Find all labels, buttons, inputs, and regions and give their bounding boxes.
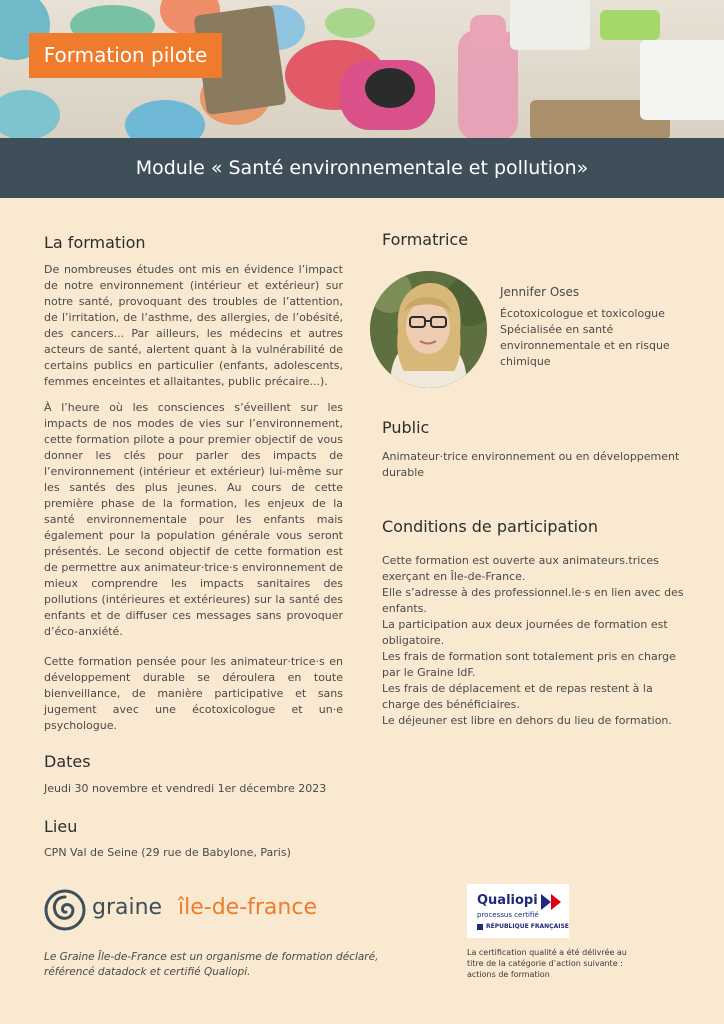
formation-paragraph-1: De nombreuses études ont mis en évidence l’impact de notre environnement (intérieur et extérieur) sur notre santé, provoquant des troubles de l’attention, de l’irritation, de l’asthme, des allergies, de l’obésité, des cancers... Par ailleurs, les médecins et autres acteurs de santé, alertent quant à la vulnérabilité de certains publics en particulier (enfants, adolescents, femmes enceintes et allaitantes, public précaire...). xyxy=(44,263,343,388)
graine-swirl-icon xyxy=(44,889,86,931)
marianne-icon xyxy=(477,924,483,930)
conditions-line-4: Les frais de formation sont totalement pris en charge par le Graine IdF. xyxy=(382,650,676,679)
conditions-heading: Conditions de participation xyxy=(382,517,598,536)
dates-heading: Dates xyxy=(44,752,91,771)
trainer-portrait xyxy=(370,271,487,388)
qualiopi-logo xyxy=(467,884,569,938)
qualiopi-arrow-red-icon xyxy=(551,894,561,910)
formation-paragraph-3: Cette formation pensée pour les animateur·trice·s en développement durable se déroulera en toute bienveillance, de manière participative et sans jugement avec une écotoxicologue et un·e psychologue. xyxy=(44,655,343,732)
conditions-line-6: Le déjeuner est libre en dehors du lieu de formation. xyxy=(382,714,672,727)
conditions-line-5: Les frais de déplacement et de repas restent à la charge des bénéficiaires. xyxy=(382,682,653,711)
qualiopi-subtitle: processus certifié xyxy=(477,911,539,919)
conditions-line-3: La participation aux deux journées de formation est obligatoire. xyxy=(382,618,668,647)
qualiopi-arrow-icon xyxy=(541,894,551,910)
qualiopi-note: La certification qualité a été délivrée au titre de la catégorie d’action suivante : actions de formation xyxy=(467,948,627,979)
public-text: Animateur·trice environnement ou en développement durable xyxy=(382,450,680,479)
formatrice-heading: Formatrice xyxy=(382,230,469,249)
public-heading: Public xyxy=(382,418,430,437)
organisme-note: Le Graine Île-de-France est un organisme de formation déclaré, référencé datadock et certifié Qualiopi. xyxy=(44,951,379,978)
conditions-line-2: Elle s’adresse à des professionnel.le·s en lien avec des enfants. xyxy=(382,586,684,615)
trainer-role-line1: Écotoxicologue et toxicologue xyxy=(500,307,665,320)
qualiopi-title: Qualiopi xyxy=(477,893,538,908)
trainer-name: Jennifer Oses xyxy=(500,285,580,299)
formation-pilote-badge: Formation pilote xyxy=(29,33,222,78)
logo-word-idf: île-de-france xyxy=(178,895,317,920)
logo-word-graine: graine xyxy=(92,895,163,920)
trainer-role-line2: Spécialisée en santé environnementale et en risque chimique xyxy=(500,323,670,368)
formation-heading: La formation xyxy=(44,233,146,252)
republique-francaise-text: RÉPUBLIQUE FRANÇAISE xyxy=(486,923,569,930)
lieu-heading: Lieu xyxy=(44,817,78,836)
lieu-text: CPN Val de Seine (29 rue de Babylone, Paris) xyxy=(44,846,291,859)
module-title-banner: Module « Santé environnementale et pollution» xyxy=(0,138,724,198)
dates-text: Jeudi 30 novembre et vendredi 1er décembre 2023 xyxy=(44,782,327,795)
formation-paragraph-2: À l’heure où les consciences s’éveillent sur les impacts de nos modes de vies sur l’environnement, cette formation pilote a pour premier objectif de vous donner les clés pour parler des impacts de l’environnement (intérieur et extérieur) lui-même sur les santés des plus jeunes. Au cours de cette première phase de la formation, les enjeux de la santé environnementale pour les enfants mais également pour la population générale vous seront présentés. Le second objectif de cette formation est de permettre aux animateur·trice·s environnement de mieux comprendre les impacts sanitaires des pollutions (intérieures et extérieures) sur la santé des enfants et de diffuser ces messages sans provoquer d’éco-anxiété. xyxy=(44,401,343,638)
graine-logo xyxy=(44,889,344,931)
conditions-line-1: Cette formation est ouverte aux animateurs.trices exerçant en Île-de-France. xyxy=(382,554,659,583)
